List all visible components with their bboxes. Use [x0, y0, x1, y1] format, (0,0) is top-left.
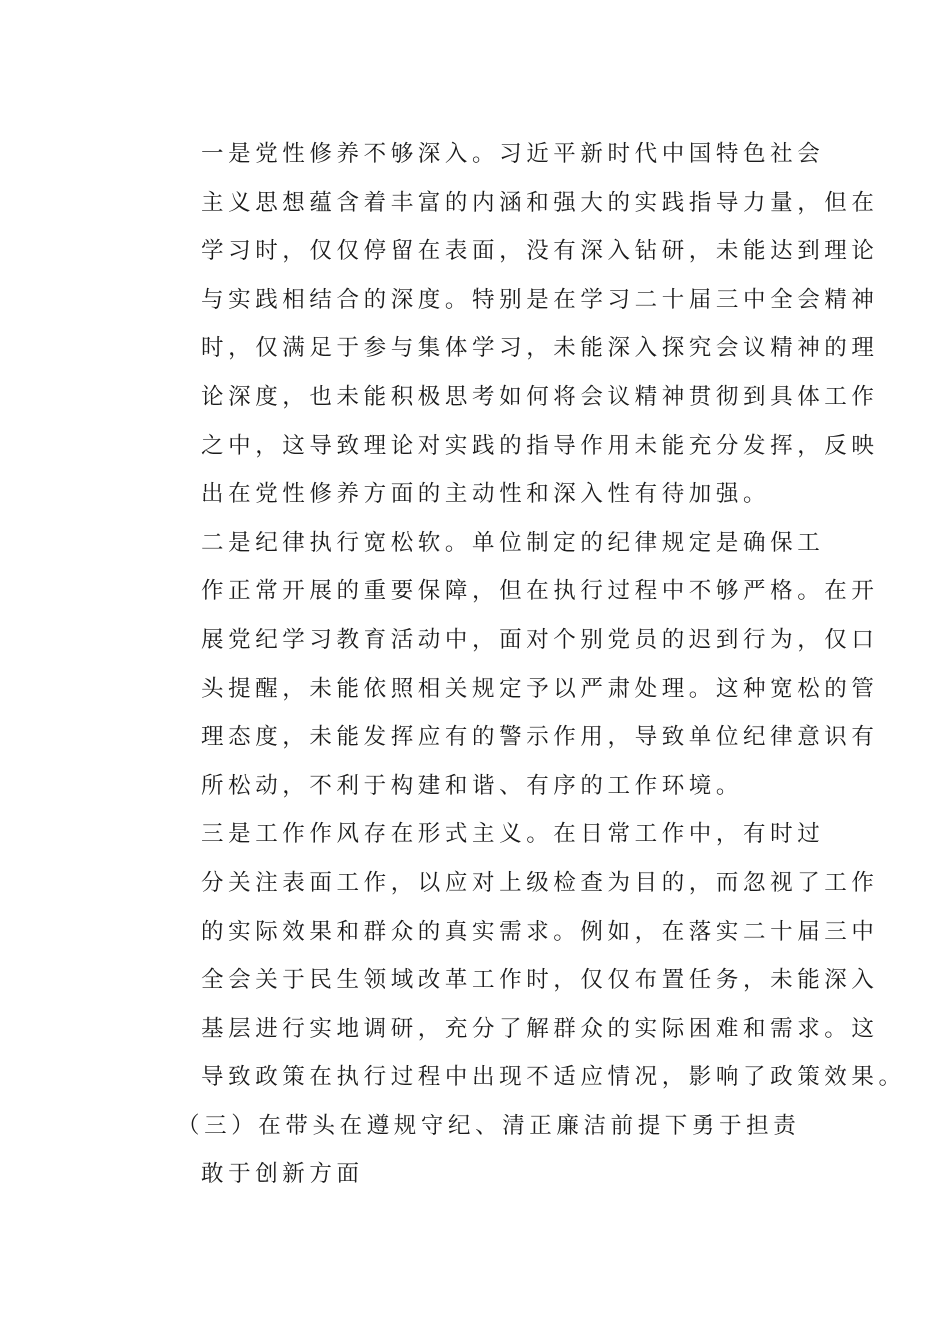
text-line: 论深度，也未能积极思考如何将会议精神贯彻到具体工作 [201, 383, 879, 410]
text-line: 作正常开展的重要保障，但在执行过程中不够严格。在开 [201, 578, 879, 605]
text-line: 敢于创新方面 [201, 1161, 364, 1188]
text-line: 二是纪律执行宽松软。单位制定的纪律规定是确保工 [201, 529, 825, 556]
text-line: 导致政策在执行过程中出现不适应情况，影响了政策效果。 [201, 1064, 906, 1091]
text-line: 一是党性修养不够深入。习近平新时代中国特色社会 [201, 141, 825, 167]
text-line: 出在党性修养方面的主动性和深入性有待加强。 [201, 481, 771, 508]
text-line: 分关注表面工作，以应对上级检查为目的，而忽视了工作 [201, 869, 879, 896]
text-line: （三）在带头在遵规守纪、清正廉洁前提下勇于担责 [177, 1112, 801, 1139]
text-line: 学习时，仅仅停留在表面，没有深入钻研，未能达到理论 [201, 238, 879, 265]
text-line: 所松动，不利于构建和谐、有序的工作环境。 [201, 772, 744, 799]
text-line: 与实践相结合的深度。特别是在学习二十届三中全会精神 [201, 286, 879, 313]
paragraph-work-style [147, 810, 906, 1102]
text-line: 基层进行实地调研，充分了解群众的实际困难和需求。这 [201, 1015, 879, 1042]
text-line: 头提醒，未能依照相关规定予以严肃处理。这种宽松的管 [201, 675, 879, 702]
section-heading-three [147, 1102, 807, 1199]
text-line: 时，仅满足于参与集体学习，未能深入探究会议精神的理 [201, 335, 879, 362]
text-line: 展党纪学习教育活动中，面对个别党员的迟到行为，仅口 [201, 626, 879, 653]
text-line: 理态度，未能发挥应有的警示作用，导致单位纪律意识有 [201, 724, 879, 751]
text-line: 全会关于民生领域改革工作时，仅仅布置任务，未能深入 [201, 967, 879, 994]
text-line: 之中，这导致理论对实践的指导作用未能充分发挥，反映 [201, 432, 879, 459]
document-page [147, 130, 906, 1199]
text-line: 三是工作作风存在形式主义。在日常工作中，有时过 [201, 821, 825, 848]
paragraph-discipline [147, 519, 879, 811]
text-line: 的实际效果和群众的真实需求。例如，在落实二十届三中 [201, 918, 879, 945]
text-line: 主义思想蕴含着丰富的内涵和强大的实践指导力量，但在 [201, 189, 879, 216]
paragraph-party-spirit [147, 130, 879, 519]
